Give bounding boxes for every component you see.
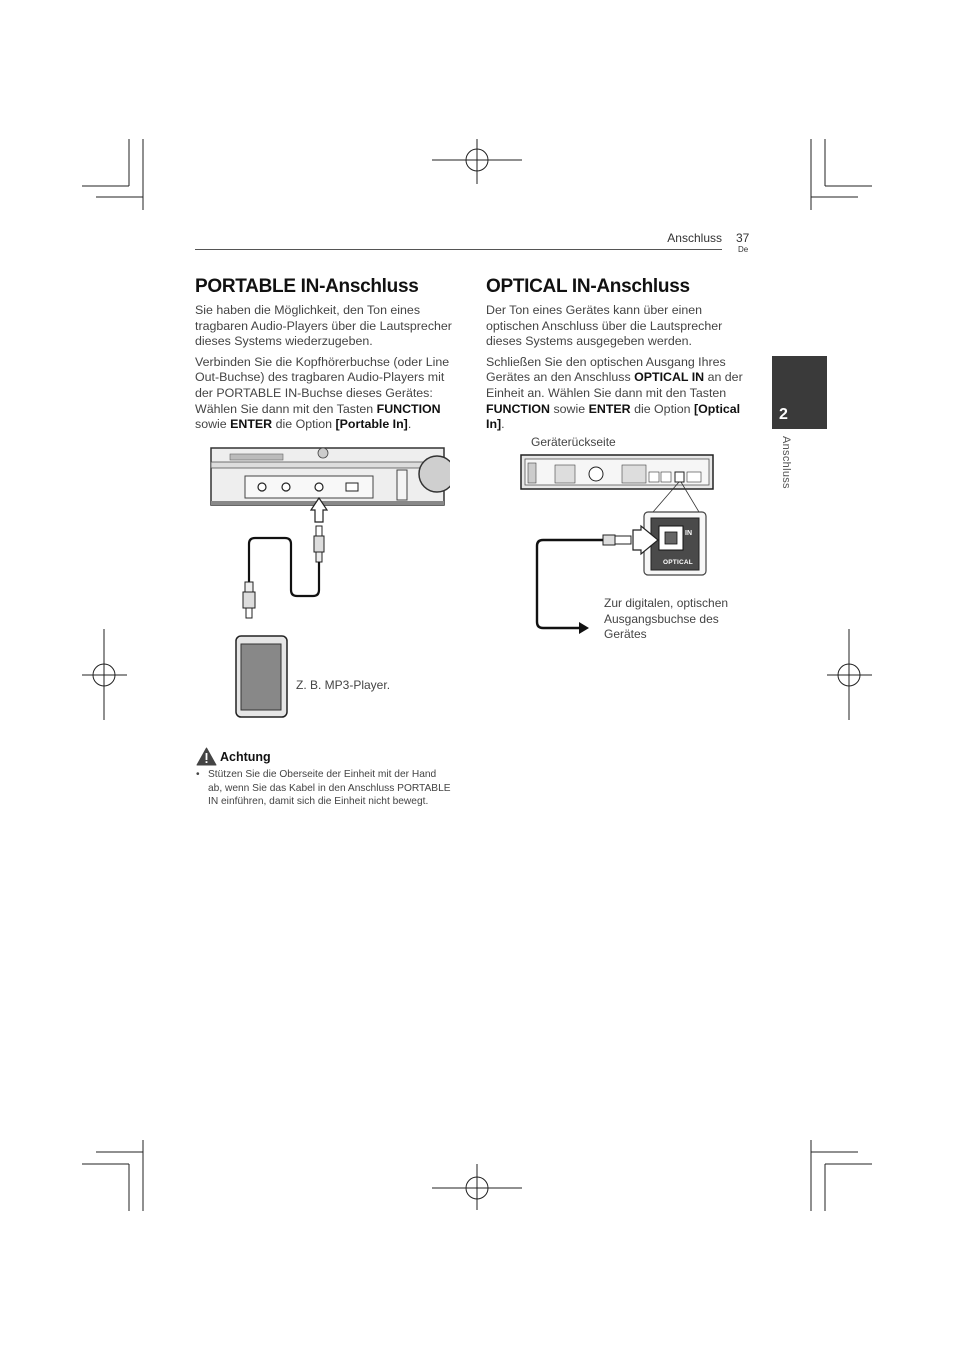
page-number: 37	[736, 231, 750, 245]
portable-para-1: Sie haben die Möglichkeit, den Ton eines tragbaren Audio-Players über die Lautsprecher dieses Systems wiederzugeben.	[195, 303, 452, 349]
optical-in-label: IN	[685, 530, 692, 537]
arrow-right-icon	[579, 622, 589, 634]
optical-plug-icon	[603, 535, 615, 545]
usb-port-icon	[346, 483, 358, 491]
portable-heading: PORTABLE IN-Anschluss	[195, 276, 419, 297]
audio-plug-icon	[314, 536, 324, 552]
volume-knob-icon	[419, 456, 450, 492]
optical-jack-label: OPTICAL	[663, 559, 693, 566]
fan-icon	[589, 467, 603, 481]
portable-body	[195, 303, 460, 438]
chapter-number: 2	[779, 406, 788, 423]
audio-plug-icon	[243, 592, 255, 608]
optical-para-1: Der Ton eines Gerätes kann über einen optischen Anschluss über die Lautsprecher dieses Systems ausgegeben werden.	[486, 303, 723, 349]
header-rule	[195, 249, 722, 250]
optical-body	[486, 303, 756, 438]
running-header-section: Anschluss	[667, 231, 722, 245]
caution-title: Achtung	[220, 750, 271, 764]
portable-in-jack	[315, 483, 323, 491]
player-caption: Z. B. MP3-Player.	[296, 678, 391, 692]
optical-port	[675, 472, 684, 482]
optical-heading: OPTICAL IN-Anschluss	[486, 276, 690, 297]
caution-list	[196, 768, 451, 809]
warning-icon	[196, 747, 217, 766]
output-caption: Zur digitalen, optischen Ausgangsbuchse des Gerätes	[604, 596, 729, 642]
chapter-label: Anschluss	[780, 436, 792, 489]
optical-cable	[537, 540, 603, 628]
optical-para-2: Schließen Sie den optischen Ausgang Ihres Gerätes an den Anschluss OPTICAL IN an der Einheit an. Wählen Sie dann mit den Tasten FUNCTION sowie ENTER die Option [Optical In].	[486, 354, 743, 432]
caution-item: • Stützen Sie die Oberseite der Einheit mit der Hand ab, wenn Sie das Kabel in den Anschluss PORTABLE IN einführen, damit sich die Einheit nicht bewegt.	[196, 768, 451, 809]
portable-para-2: Verbinden Sie die Kopfhörerbuchse (oder Line Out-Buchse) des tragbaren Audio-Players mit der PORTABLE IN-Buchse dieses Gerätes: Wählen Sie dann mit den Tasten FUNCTION sowie ENTER die Option [Portable In].	[195, 354, 450, 432]
language-code: De	[738, 245, 749, 254]
rear-panel-caption: Geräterückseite	[531, 435, 616, 449]
audio-cable	[249, 538, 319, 596]
